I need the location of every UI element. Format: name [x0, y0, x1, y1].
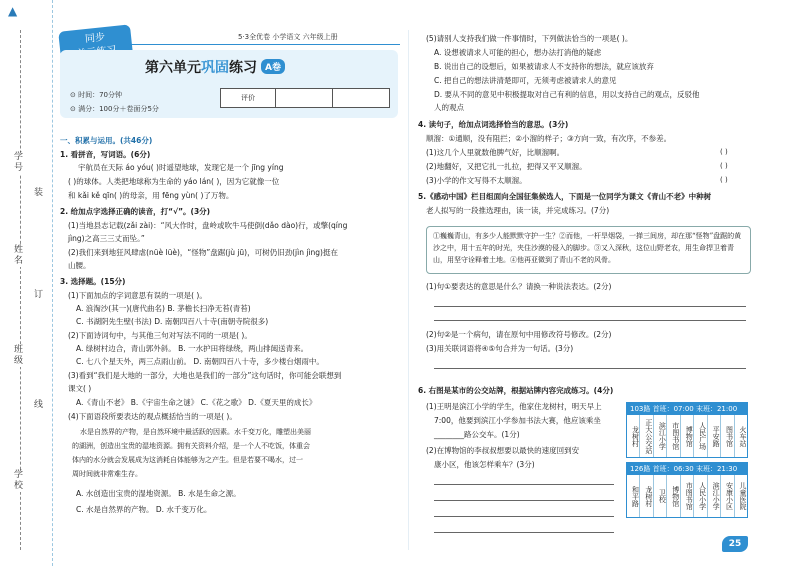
bus-stop: 滨江小学 [707, 475, 720, 517]
evaluation-label: 评价 [221, 89, 276, 108]
passage-line: 水是自然界的产物，是自然环境中最活跃的因素。水千变万化，雕塑出美丽 [80, 428, 311, 436]
label-student-number: 学号 [14, 152, 26, 174]
q6-1-cont: 7:00，他要到滨江小学参加书法大赛，他应该乘坐 [434, 416, 601, 425]
answer-line[interactable] [434, 484, 614, 485]
q3-line: (1)下面加点的字词意思有误的一项是( )。 [68, 291, 207, 300]
full-score: ⊙ 满分：100分＋卷面分5分 [70, 105, 159, 113]
q1-line: ( )的球体。人类把地球称为生命的 yáo lán( )，因为它就像一位 [68, 177, 280, 186]
q3-line: 课文( ) [68, 384, 92, 393]
page-title [145, 57, 285, 77]
score-text: 满分：100分＋卷面分5分 [78, 105, 159, 113]
answer-line[interactable] [434, 320, 746, 321]
q6-1: (1)王明是滨江小学的学生，他家住龙树村，明天早上 [426, 402, 602, 411]
answer-line[interactable] [434, 500, 614, 501]
question-4: 4. 读句子，给加点词选择恰当的意思。(3分) [418, 120, 569, 129]
answer-bracket[interactable]: ( ) [720, 176, 728, 184]
bus-stop: 市图书馆 [666, 415, 679, 457]
bus-board-126 [626, 462, 748, 518]
answer-line[interactable] [434, 516, 614, 517]
label-name: 姓名 [14, 245, 26, 267]
question-2: 2. 给加点字选择正确的读音，打“√”。(3分) [60, 207, 211, 216]
bus-stop: 安康小区 [720, 475, 733, 517]
q3-5-option: D. 要从不同的意见中积极提取对自己有利的信息，用以支持自己的观点，反驳他 [434, 90, 700, 99]
q1-line: 宇航员在天际 áo yóu( )时遥望地球，发现它是一个 jīng yíng [78, 163, 284, 172]
bus-stop: 卫校 [653, 475, 666, 517]
q3-option: C. 书湖阴先生壁(书法) D. 南朝四百八十寺(南朝寺院很多) [76, 317, 269, 326]
q4-line: (3)小学的作文写得不太顺溜。 [426, 176, 527, 185]
answer-line[interactable] [434, 306, 746, 307]
bus-stop: 博物馆 [666, 475, 679, 517]
question-5: 5.《感动中国》栏目组面向全国征集候选人，下面是一位同学为课文《青山不老》中种树 [418, 192, 712, 201]
bus-stop: 滨江小学 [653, 415, 666, 457]
question-1: 1. 看拼音，写词语。(6分) [60, 150, 151, 159]
q3-5-stem: (5)请别人支持我们做一件事情时，下列做法恰当的一项是( )。 [426, 34, 633, 43]
q3-option: A. 浪淘沙(其一)(唐代曲名) B. 茅檐长扫净无苔(青苔) [76, 304, 251, 313]
bus-stop: 儿童医院 [734, 475, 747, 517]
question-3: 3. 选择题。(15分) [60, 277, 126, 286]
bus-board-header: 126路 首班：06:30 末班：21:30 [627, 463, 747, 475]
q3-option: A. 绿树村边合，青山郭外斜。 B. 一水护田将绿绕，两山排闼送青来。 [76, 344, 309, 353]
q3-option: A.《青山不老》 B.《宇宙生命之谜》 C.《花之歌》 D.《夏天里的成长》 [76, 398, 317, 407]
q2-line: 山腰。 [68, 261, 91, 270]
section-heading: 一、积累与运用。(共46分) [60, 136, 153, 145]
q6-2-cont: 康小区，他该怎样乘车？(3分) [434, 460, 535, 469]
label-school: 学校 [14, 470, 26, 492]
answer-bracket[interactable]: ( ) [720, 148, 728, 156]
column-divider [408, 30, 409, 550]
q3-option: A. 水创造出宝贵的湿地资源。 B. 水是生命之源。 [76, 489, 241, 498]
binding-strip [0, 0, 53, 566]
evaluation-cell[interactable] [333, 89, 390, 108]
q3-option: C. 七八个星天外，两三点雨山前。 D. 南朝四百八十寺，多少楼台烟雨中。 [76, 357, 324, 366]
answer-line[interactable] [434, 532, 614, 533]
title-highlight: 巩固 [201, 60, 229, 76]
answer-bracket[interactable]: ( ) [720, 162, 728, 170]
label-class: 班级 [14, 345, 26, 367]
header-rule [60, 44, 400, 45]
q5-2: (2)句②是一个病句，请在原句中用修改符号修改。(2分) [426, 330, 612, 339]
bus-board-header: 103路 首班：07:00 末班：21:00 [627, 403, 747, 415]
q5-3: (3)用关联词语将④⑤句合并为一句话。(3分) [426, 344, 574, 353]
q3-5-option: A. 设想被请求人可能的担心，想办法打消他的疑虑 [434, 48, 602, 57]
series-label: 5·3全优卷 小学语文 六年级上册 [238, 33, 338, 41]
bus-stop: 龙树村 [639, 475, 652, 517]
q4-line: (2)地翻好，又把它扎一扎拉，把得又平又顺溜。 [426, 162, 587, 171]
time-text: 时间：70分钟 [78, 91, 123, 99]
time-limit: ⊙ 时间：70分钟 [70, 91, 123, 99]
q3-line: (2)下面诗词句中，与其他三句对写法不同的一项是( )。 [68, 331, 252, 340]
q3-option: C. 水是自然界的产物。 D. 水千变万化。 [76, 505, 212, 514]
paper-version-badge: A卷 [261, 59, 285, 74]
bus-stop: 博物馆 [680, 415, 693, 457]
question-6: 6. 右图是某市的公交站牌，根据站牌内容完成练习。(4分) [418, 386, 614, 395]
q2-line: (2)我们来到地狂风肆虐(nüè lüè)，“怪物”盘踞(jù jū)，可树仍旧劲(jìn jìng)挺在 [68, 248, 338, 257]
bus-stop: 市图书馆 [680, 475, 693, 517]
binding-mark: 订 [34, 290, 46, 301]
page-number: 25 [722, 536, 748, 552]
passage-line: 体内的水分就会发展成为这消耗自体能够为之产生。但是若要不喝水，过一 [72, 456, 303, 464]
bus-stop: 火车站 [734, 415, 747, 457]
bus-stop: 图书馆 [720, 415, 733, 457]
recommendation-passage: ①巍巍青山，有多少人能默默守护一生？②而他，一杆旱烟袋，一掸三间房，却在那“怪物”盘踞的黄沙之中，用十五年的时光，夹住沙漠的侵入的脚步。③又入深秋，这位山野老农，用生命捍卫着青山，用坚守诠释着土地。④他再亚微到了青山不老的风骨。 [426, 226, 751, 274]
title-part: 第六单元 [145, 60, 201, 76]
q4-line: (1)这几个人里就数他脾气好，比顺溜啊。 [426, 148, 565, 157]
bus-stop: 龙树村 [631, 425, 640, 447]
q5-1: (1)句①要表达的意思是什么？请换一种说法表达。(2分) [426, 282, 612, 291]
bus-board-103 [626, 402, 748, 458]
q6-2: (2)在博物馆的李叔叔想要以最快的速度回到安 [426, 446, 580, 455]
title-part: 练习 [229, 60, 257, 76]
answer-line[interactable] [434, 368, 746, 369]
bus-stop: 正大公交站 [639, 415, 652, 457]
rocket-icon: ▲ [8, 4, 18, 18]
q3-5-option: C. 把自己的想法讲清楚即可，无须考虑被请求人的意见 [434, 76, 617, 85]
binding-mark: 装 [34, 188, 46, 199]
q2-line: (1)当地县志记载(zǎi zài)：“风大作时，盘岭或吹牛马使倒(dǎo dào)行，或擎(qíng [68, 221, 348, 230]
bus-stop: 平安路 [707, 415, 720, 457]
unit-badge-line: 同步 [84, 32, 106, 46]
q3-line: (4)下面语段所要表达的观点概括恰当的一项是( )。 [68, 412, 237, 421]
q1-line: 和 kǎi kě qīn( )的母亲，用 fēng yùn( )了万物。 [68, 191, 234, 200]
bus-stop: 人民小学 [693, 475, 706, 517]
bus-stop-list [627, 415, 747, 457]
question-5-cont: 老人拟写的一段推选理由，读一读，并完成练习。(7分) [426, 206, 610, 215]
passage-line: 的湖洲，创造出宝贵的湿地资源。拥有关资料介绍，是一个人不吃饭，体重会 [72, 442, 310, 450]
q3-5-option: B. 说出自己的设想后，如果被请求人不支持你的想法，就应该放弃 [434, 62, 654, 71]
q2-line: jìng)之高三三丈而坠。” [68, 234, 145, 243]
q3-5-option: 人的观点 [434, 103, 464, 112]
q6-1-blank: ________路公交车。(1分) [434, 430, 520, 439]
passage-line: 周时间就非常难生存。 [72, 470, 142, 478]
bus-stop: 和平路 [631, 485, 640, 507]
q3-line: (3)看到“我们是大地的一部分，大地也是我们的一部分”这句话时，你可能会联想到 [68, 371, 342, 380]
q4-definition: 顺溜：①通顺，没有阻拦；②小溜的样子；③方向一致，有次序，不参差。 [426, 134, 672, 143]
binding-mark: 线 [34, 400, 46, 411]
bus-stop: 人民广场 [693, 415, 706, 457]
bus-stop-list [627, 475, 747, 517]
evaluation-cell[interactable] [276, 89, 333, 108]
evaluation-table [220, 88, 390, 108]
